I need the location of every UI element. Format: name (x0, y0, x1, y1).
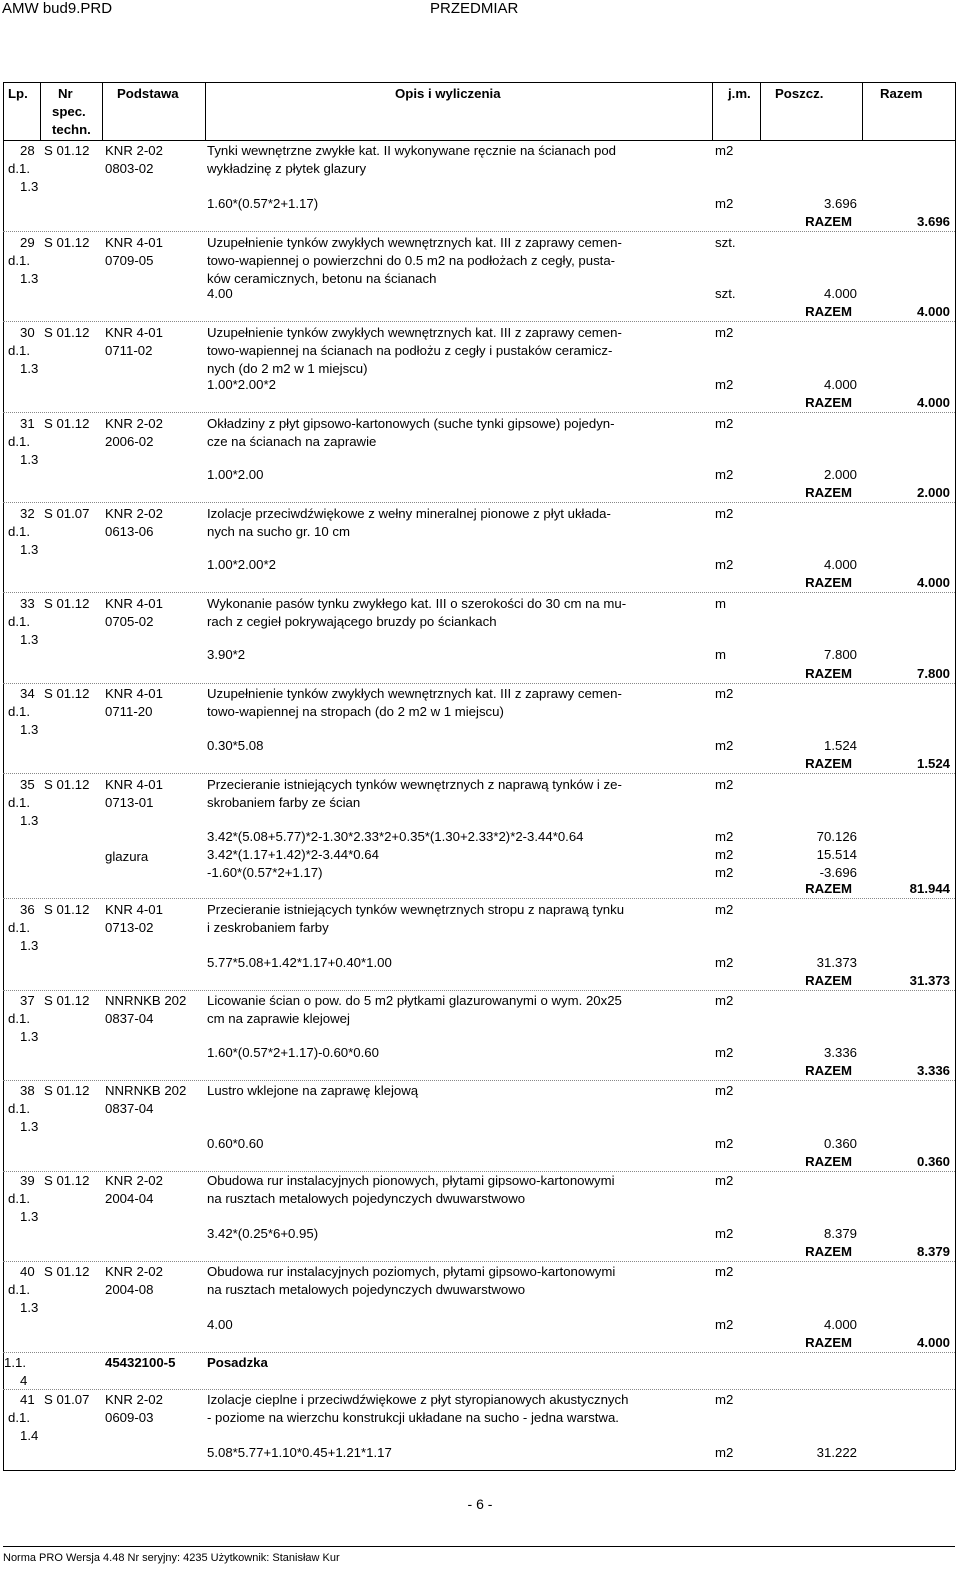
razem-label: RAZEM (805, 881, 852, 896)
calc-unit: m2 (715, 829, 734, 844)
item-basis: 0713-02 (105, 920, 154, 935)
table-bottom-border (3, 1470, 955, 1471)
calc-unit: m (715, 647, 726, 662)
calc-expression: 1.60*(0.57*2+1.17) (207, 196, 319, 211)
row-divider (3, 1080, 955, 1081)
item-unit: m2 (715, 416, 734, 431)
calc-expression: 0.30*5.08 (207, 738, 264, 753)
item-basis: 0609-03 (105, 1410, 154, 1425)
razem-value: 3.336 (916, 1063, 950, 1078)
item-spec-number: S 01.12 (44, 596, 90, 611)
item-basis: 2004-04 (105, 1191, 154, 1206)
item-basis: KNR 2-02 (105, 1392, 163, 1407)
item-spec-number: 1.3 (20, 1300, 39, 1315)
item-basis: KNR 2-02 (105, 143, 163, 158)
item-basis: 0709-05 (105, 253, 154, 268)
item-basis: KNR 4-01 (105, 777, 163, 792)
item-description: Uzupełnienie tynków zwykłych wewnętrznych kat. III z zaprawy cemen- (207, 686, 622, 701)
item-spec-number: 1.3 (20, 1119, 39, 1134)
item-basis: 0711-20 (105, 704, 153, 719)
item-unit: m2 (715, 325, 734, 340)
item-description: Izolacje przeciwdźwiękowe z wełny mineralnej pionowe z płyt układa- (207, 506, 611, 521)
razem-label: RAZEM (805, 1244, 852, 1259)
item-description: Obudowa rur instalacyjnych pionowych, płytami gipsowo-kartonowymi (207, 1173, 615, 1188)
item-description: na rusztach metalowych pojedynczych dwuwarstwowo (207, 1191, 526, 1206)
item-description: towo-wapiennej na ścianach na podłożu z cegły i pustaków ceramicz- (207, 343, 613, 358)
calc-expression: 3.42*(1.17+1.42)*2-3.44*0.64 (207, 847, 379, 862)
razem-label: RAZEM (805, 1154, 852, 1169)
calc-expression: 5.77*5.08+1.42*1.17+0.40*1.00 (207, 955, 392, 970)
item-lp: 33 (20, 596, 35, 611)
razem-label: RAZEM (805, 485, 852, 500)
razem-label: RAZEM (805, 395, 852, 410)
item-description: cze na ścianach na zaprawie (207, 434, 377, 449)
item-basis: 0803-02 (105, 161, 154, 176)
item-unit: szt. (715, 235, 736, 250)
item-description: Licowanie ścian o pow. do 5 m2 płytkami glazurowanymi o wym. 20x25 (207, 993, 622, 1008)
item-spec-number: S 01.12 (44, 993, 90, 1008)
column-header-nr: Nr (58, 86, 73, 101)
item-spec-number: S 01.12 (44, 1083, 90, 1098)
item-lp: 28 (20, 143, 35, 158)
razem-value: 1.524 (916, 756, 950, 771)
item-lp: 37 (20, 993, 35, 1008)
item-lp: 32 (20, 506, 35, 521)
item-lp: 35 (20, 777, 35, 792)
item-description: Izolacje cieplne i przeciwdźwiękowe z płyt styropianowych akustycznych (207, 1392, 629, 1407)
calc-value: 31.373 (816, 955, 857, 970)
item-lp: 29 (20, 235, 35, 250)
razem-label: RAZEM (805, 973, 852, 988)
razem-value: 4.000 (916, 395, 950, 410)
razem-value: 8.379 (916, 1244, 950, 1259)
section-lp: 4 (20, 1373, 28, 1388)
file-name: AMW bud9.PRD (2, 0, 113, 17)
row-divider (3, 231, 955, 232)
row-divider (3, 1261, 955, 1262)
item-basis: KNR 4-01 (105, 596, 163, 611)
row-divider (3, 592, 955, 593)
item-spec-number: d.1. (8, 1101, 30, 1116)
item-lp: 38 (20, 1083, 35, 1098)
item-basis: KNR 2-02 (105, 1264, 163, 1279)
razem-value: 2.000 (916, 485, 950, 500)
column-header-razem: Razem (880, 86, 923, 101)
calc-expression: 3.42*(0.25*6+0.95) (207, 1226, 319, 1241)
item-description: Uzupełnienie tynków zwykłych wewnętrznych kat. III z zaprawy cemen- (207, 235, 622, 250)
item-description: cm na zaprawie klejowej (207, 1011, 350, 1026)
header-column-divider (40, 82, 41, 140)
razem-value: 31.373 (909, 973, 950, 988)
header-column-divider (760, 82, 761, 140)
calc-unit: szt. (715, 286, 736, 301)
header-column-divider (102, 82, 103, 140)
calc-value: 2.000 (823, 467, 857, 482)
row-divider (3, 502, 955, 503)
calc-value: 70.126 (816, 829, 857, 844)
calc-expression: 0.60*0.60 (207, 1136, 264, 1151)
footer-note: Norma PRO Wersja 4.48 Nr seryjny: 4235 Użytkownik: Stanisław Kur (3, 1552, 340, 1564)
item-description: Okładziny z płyt gipsowo-kartonowych (suche tynki gipsowe) pojedyn- (207, 416, 615, 431)
item-basis: 2004-08 (105, 1282, 154, 1297)
item-spec-number: S 01.12 (44, 902, 90, 917)
item-description: Uzupełnienie tynków zwykłych wewnętrznych kat. III z zaprawy cemen- (207, 325, 622, 340)
document-title: PRZEDMIAR (430, 0, 519, 17)
item-basis: KNR 2-02 (105, 1173, 163, 1188)
razem-label: RAZEM (805, 1063, 852, 1078)
item-spec-number: d.1. (8, 1191, 30, 1206)
item-lp: 40 (20, 1264, 35, 1279)
row-divider (3, 412, 955, 413)
item-spec-number: 1.4 (20, 1428, 39, 1443)
calc-unit: m2 (715, 196, 734, 211)
header-separator (3, 140, 955, 141)
item-spec-number: S 01.12 (44, 777, 90, 792)
item-unit: m2 (715, 1173, 734, 1188)
item-spec-number: d.1. (8, 343, 30, 358)
item-basis: KNR 4-01 (105, 902, 163, 917)
item-lp: 39 (20, 1173, 35, 1188)
item-spec-number: 1.3 (20, 813, 39, 828)
calc-value: -3.696 (819, 865, 857, 880)
page-number: - 6 - (467, 1496, 493, 1512)
item-spec-number: d.1. (8, 1410, 30, 1425)
item-basis: glazura (105, 849, 149, 864)
item-spec-number: 1.3 (20, 1029, 39, 1044)
header-column-divider (205, 82, 206, 140)
item-description: Wykonanie pasów tynku zwykłego kat. III o szerokości do 30 cm na mu- (207, 596, 627, 611)
item-description: - poziome na wierzchu konstrukcji układane na sucho - jedna warstwa. (207, 1410, 619, 1425)
item-spec-number: S 01.12 (44, 1264, 90, 1279)
razem-label: RAZEM (805, 575, 852, 590)
razem-value: 81.944 (909, 881, 950, 896)
item-description: nych (do 2 m2 w 1 miejscu) (207, 361, 368, 376)
column-header-nr: spec. (52, 104, 86, 119)
item-unit: m2 (715, 1083, 734, 1098)
item-unit: m2 (715, 686, 734, 701)
item-lp: 30 (20, 325, 35, 340)
item-description: i zeskrobaniem farby (207, 920, 329, 935)
item-spec-number: d.1. (8, 795, 30, 810)
item-spec-number: d.1. (8, 614, 30, 629)
item-spec-number: d.1. (8, 920, 30, 935)
calc-expression: 3.90*2 (207, 647, 246, 662)
calc-value: 8.379 (823, 1226, 857, 1241)
calc-unit: m2 (715, 467, 734, 482)
item-basis: 0711-02 (105, 343, 153, 358)
razem-value: 3.696 (916, 214, 950, 229)
column-header-nr: techn. (52, 122, 91, 137)
calc-expression: 4.00 (207, 1317, 233, 1332)
item-basis: 0613-06 (105, 524, 154, 539)
item-spec-number: S 01.12 (44, 1173, 90, 1188)
razem-value: 4.000 (916, 304, 950, 319)
item-description: ków ceramicznych, betonu na ścianach (207, 271, 437, 286)
item-spec-number: d.1. (8, 1282, 30, 1297)
calc-unit: m2 (715, 377, 734, 392)
calc-value: 0.360 (823, 1136, 857, 1151)
item-spec-number: d.1. (8, 434, 30, 449)
row-divider (3, 1389, 955, 1390)
footer-divider (3, 1546, 955, 1547)
item-basis: KNR 4-01 (105, 235, 163, 250)
column-header-poszcz: Poszcz. (775, 86, 824, 101)
header-column-divider (712, 82, 713, 140)
item-lp: 41 (20, 1392, 35, 1407)
item-description: towo-wapiennej o powierzchni do 0.5 m2 na podłożach z cegły, pusta- (207, 253, 616, 268)
item-description: wykładzinę z płytek glazury (207, 161, 367, 176)
razem-value: 4.000 (916, 1335, 950, 1350)
item-unit: m (715, 596, 726, 611)
header-column-divider (862, 82, 863, 140)
calc-unit: m2 (715, 557, 734, 572)
calc-value: 3.336 (823, 1045, 857, 1060)
item-spec-number: 1.3 (20, 271, 39, 286)
item-spec-number: 1.3 (20, 632, 39, 647)
item-basis: KNR 4-01 (105, 686, 163, 701)
razem-label: RAZEM (805, 214, 852, 229)
item-unit: m2 (715, 777, 734, 792)
item-spec-number: S 01.12 (44, 686, 90, 701)
table-top-border (3, 82, 955, 83)
razem-label: RAZEM (805, 666, 852, 681)
item-spec-number: d.1. (8, 253, 30, 268)
item-spec-number: d.1. (8, 161, 30, 176)
razem-label: RAZEM (805, 304, 852, 319)
item-lp: 34 (20, 686, 35, 701)
calc-expression: 1.00*2.00 (207, 467, 264, 482)
calc-unit: m2 (715, 847, 734, 862)
calc-unit: m2 (715, 1226, 734, 1241)
row-divider (3, 321, 955, 322)
item-spec-number: S 01.12 (44, 143, 90, 158)
item-basis: KNR 2-02 (105, 416, 163, 431)
item-basis: 0705-02 (105, 614, 154, 629)
item-spec-number: d.1. (8, 1011, 30, 1026)
razem-label: RAZEM (805, 756, 852, 771)
item-spec-number: d.1. (8, 524, 30, 539)
column-header-lp: Lp. (8, 86, 28, 101)
item-basis: 0837-04 (105, 1011, 154, 1026)
row-divider (3, 1352, 955, 1353)
item-spec-number: 1.3 (20, 361, 39, 376)
item-lp: 31 (20, 416, 35, 431)
calc-value: 4.000 (823, 1317, 857, 1332)
item-spec-number: S 01.12 (44, 325, 90, 340)
calc-unit: m2 (715, 738, 734, 753)
calc-expression: -1.60*(0.57*2+1.17) (207, 865, 323, 880)
item-unit: m2 (715, 143, 734, 158)
item-unit: m2 (715, 1392, 734, 1407)
item-description: rach z cegieł pokrywającego bruzdy po ściankach (207, 614, 497, 629)
item-description: skrobaniem farby ze ścian (207, 795, 361, 810)
row-divider (3, 898, 955, 899)
razem-value: 4.000 (916, 575, 950, 590)
column-header-opis: Opis i wyliczenia (395, 86, 501, 101)
item-basis: 2006-02 (105, 434, 154, 449)
item-description: Tynki wewnętrzne zwykłe kat. II wykonywane ręcznie na ścianach pod (207, 143, 617, 158)
razem-value: 7.800 (916, 666, 950, 681)
calc-value: 31.222 (816, 1445, 857, 1460)
item-basis: 0713-01 (105, 795, 154, 810)
table-right-border (955, 82, 956, 1470)
item-spec-number: 1.3 (20, 542, 39, 557)
calc-value: 7.800 (823, 647, 857, 662)
item-description: Obudowa rur instalacyjnych poziomych, płytami gipsowo-kartonowymi (207, 1264, 616, 1279)
item-spec-number: S 01.12 (44, 416, 90, 431)
calc-unit: m2 (715, 1045, 734, 1060)
section-lp: 1.1. (4, 1355, 26, 1370)
item-basis: NNRNKB 202 (105, 993, 187, 1008)
section-code: 45432100-5 (105, 1355, 176, 1370)
item-description: nych na sucho gr. 10 cm (207, 524, 350, 539)
item-spec-number: S 01.07 (44, 506, 90, 521)
item-unit: m2 (715, 993, 734, 1008)
section-title: Posadzka (207, 1355, 268, 1370)
item-basis: KNR 4-01 (105, 325, 163, 340)
item-spec-number: 1.3 (20, 452, 39, 467)
calc-expression: 5.08*5.77+1.10*0.45+1.21*1.17 (207, 1445, 392, 1460)
column-header-podstawa: Podstawa (117, 86, 179, 101)
item-basis: NNRNKB 202 (105, 1083, 187, 1098)
calc-unit: m2 (715, 865, 734, 880)
calc-value: 3.696 (823, 196, 857, 211)
calc-expression: 1.60*(0.57*2+1.17)-0.60*0.60 (207, 1045, 379, 1060)
item-description: na rusztach metalowych pojedynczych dwuwarstwowo (207, 1282, 526, 1297)
row-divider (3, 683, 955, 684)
item-description: Przecieranie istniejących tynków wewnętrznych z naprawą tynków i ze- (207, 777, 622, 792)
calc-expression: 1.00*2.00*2 (207, 557, 276, 572)
calc-value: 1.524 (823, 738, 857, 753)
item-unit: m2 (715, 506, 734, 521)
calc-unit: m2 (715, 955, 734, 970)
row-divider (3, 990, 955, 991)
row-divider (3, 1171, 955, 1172)
item-basis: 0837-04 (105, 1101, 154, 1116)
item-spec-number: 1.3 (20, 722, 39, 737)
row-divider (3, 773, 955, 774)
calc-value: 4.000 (823, 377, 857, 392)
item-spec-number: 1.3 (20, 179, 39, 194)
item-unit: m2 (715, 1264, 734, 1279)
item-spec-number: d.1. (8, 704, 30, 719)
calc-unit: m2 (715, 1445, 734, 1460)
item-basis: KNR 2-02 (105, 506, 163, 521)
calc-value: 15.514 (816, 847, 857, 862)
item-spec-number: 1.3 (20, 1209, 39, 1224)
item-spec-number: S 01.07 (44, 1392, 90, 1407)
item-unit: m2 (715, 902, 734, 917)
item-lp: 36 (20, 902, 35, 917)
item-description: towo-wapiennej na stropach (do 2 m2 w 1 miejscu) (207, 704, 504, 719)
calc-value: 4.000 (823, 557, 857, 572)
item-spec-number: S 01.12 (44, 235, 90, 250)
calc-unit: m2 (715, 1136, 734, 1151)
calc-expression: 3.42*(5.08+5.77)*2-1.30*2.33*2+0.35*(1.30+2.33*2)*2-3.44*0.64 (207, 829, 584, 844)
calc-value: 4.000 (823, 286, 857, 301)
razem-label: RAZEM (805, 1335, 852, 1350)
calc-expression: 1.00*2.00*2 (207, 377, 276, 392)
item-description: Przecieranie istniejących tynków wewnętrznych stropu z naprawą tynku (207, 902, 625, 917)
item-description: Lustro wklejone na zaprawę klejową (207, 1083, 419, 1098)
calc-unit: m2 (715, 1317, 734, 1332)
razem-value: 0.360 (916, 1154, 950, 1169)
column-header-jm: j.m. (728, 86, 751, 101)
item-spec-number: 1.3 (20, 938, 39, 953)
calc-expression: 4.00 (207, 286, 233, 301)
